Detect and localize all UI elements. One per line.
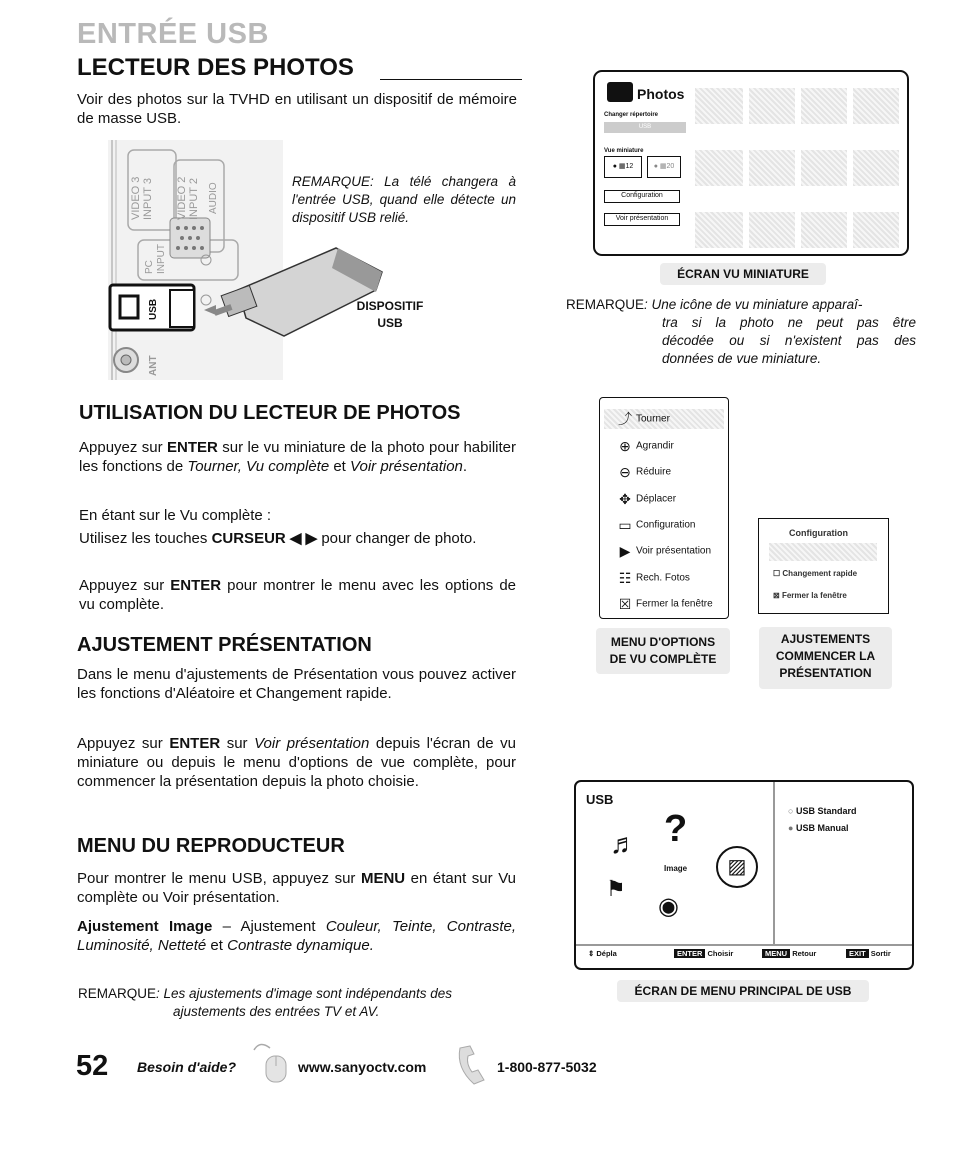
menu-item-slideshow[interactable]: ▶ Voir présentation (614, 542, 711, 560)
rotate-icon: ⤴ (618, 411, 632, 427)
label-input2: INPUT 2 (188, 178, 200, 220)
page-title: LECTEUR DES PHOTOS (77, 54, 354, 81)
usb-dir-field[interactable]: USB (604, 122, 686, 133)
thumbnail[interactable] (853, 212, 899, 248)
thumbnail-screen-caption: ÉCRAN VU MINIATURE (660, 263, 826, 285)
thumbnail-grid (695, 88, 905, 248)
usb-main-menu-caption: ÉCRAN DE MENU PRINCIPAL DE USB (617, 980, 869, 1002)
nav-back-hint: MENU Retour (762, 949, 816, 958)
move-icon: ✥ (619, 491, 631, 507)
settings-icon: ▭ (618, 517, 632, 533)
config-item-close[interactable]: ⊠ Fermer la fenêtre (773, 591, 847, 600)
phone-number: 1-800-877-5032 (497, 1059, 597, 1075)
label-input3: INPUT 3 (142, 178, 154, 220)
usb-device-label (345, 298, 435, 332)
config-highlight (769, 543, 877, 561)
photos-title: Photos (637, 86, 685, 102)
thumbnail[interactable] (801, 150, 847, 186)
full-view-options-menu (599, 397, 729, 619)
change-dir-label: Changer répertoire (604, 112, 659, 118)
label-audio: AUDIO (208, 182, 219, 214)
grid-icon: ☷ (618, 570, 632, 586)
disc-icon[interactable]: ◉ (658, 893, 679, 920)
menu-item-zoom-out[interactable]: ⊖ Réduire (614, 463, 671, 481)
thumb-note-line2: tra si la photo ne peut pas être (662, 315, 916, 330)
page-number: 52 (76, 1050, 109, 1082)
thumbnail[interactable] (749, 212, 795, 248)
mouse-icon (250, 1040, 294, 1084)
view-20-option[interactable]: ● ▦20 (647, 156, 681, 178)
menu-item-search-photos[interactable]: ☷ Rech. Fotos (614, 569, 690, 587)
menu-item-close-window[interactable]: ☒ Fermer la fenêtre (614, 595, 713, 613)
thumbnail[interactable] (801, 88, 847, 124)
view-12-option[interactable]: ● ▦12 (604, 156, 642, 178)
music-icon[interactable]: ♬ (610, 828, 638, 859)
help-text: Besoin d'aide? (137, 1059, 237, 1075)
label-video2: VIDEO 2 (176, 176, 188, 220)
menu-item-zoom-in[interactable]: ⊕ Agrandir (614, 437, 674, 455)
thumb-note-label: REMARQUE (566, 297, 645, 312)
presentation-p1: Dans le menu d'ajustements de Présentation vous pouvez activer les fonctions d'Aléatoire et Changement rapide. (77, 666, 516, 702)
usb-main-menu-screen (574, 780, 914, 970)
play-icon: ▶ (619, 543, 631, 559)
usb-device-label-line2: USB (377, 316, 403, 330)
thumbnail[interactable] (853, 88, 899, 124)
thumbnail[interactable] (853, 150, 899, 186)
usb-detect-note: REMARQUE: La télé changera à l'entrée USB, quand elle détecte un dispositif USB relié. (292, 174, 516, 225)
thumbnail[interactable] (695, 150, 743, 186)
view-12-number: 12 (625, 163, 634, 170)
title-rule (380, 79, 522, 80)
photo-reader-p1: Appuyez sur ENTER sur le vu miniature de la photo pour habiliter les fonctions de Tourner, Vu complète et Voir présentation. (79, 439, 516, 475)
thumbnail-icon-note (566, 296, 916, 368)
zoom-in-icon: ⊕ (619, 438, 631, 454)
thumbnail[interactable] (749, 88, 795, 124)
usb-manual-option[interactable]: ● USB Manual (788, 823, 849, 833)
menu-item-configuration[interactable]: ▭ Configuration (614, 516, 695, 534)
nav-move-hint: ⇕ Dépla (588, 949, 617, 958)
view-20-number: 20 (666, 163, 675, 170)
usb-footer-divider (576, 944, 912, 946)
config-box-caption: AJUSTEMENTS COMMENCER LA PRÉSENTATION (759, 627, 892, 689)
nav-choose-hint: ENTER Choisir (674, 949, 733, 958)
usb-screen-title: USB (586, 792, 614, 807)
player-menu-note: REMARQUE: Les ajustements d'image sont indépendants des ajustements des entrées TV et AV. (78, 986, 453, 1019)
website-link[interactable]: www.sanyoctv.com (298, 1059, 427, 1075)
thumbnail[interactable] (749, 150, 795, 186)
menu-item-rotate[interactable]: ⤴ Tourner (614, 410, 670, 428)
close-icon: ☒ (618, 596, 632, 612)
player-menu-p1: Pour montrer le menu USB, appuyez sur MENU en étant sur Vu complète ou Voir présentation. (77, 870, 516, 906)
section-title-photo-reader: UTILISATION DU LECTEUR DE PHOTOS (79, 402, 461, 424)
thumb-note-line4: données de vue miniature. (662, 351, 822, 366)
label-pc-input: INPUT (156, 244, 167, 274)
player-menu-p2: Ajustement Image – Ajustement Couleur, Teinte, Contraste, Luminosité, Netteté et Contraste dynamique. (77, 918, 516, 954)
slideshow-button[interactable]: Voir présentation (604, 213, 680, 226)
thumbnail[interactable] (695, 88, 743, 124)
section-title-player-menu: MENU DU REPRODUCTEUR (77, 835, 345, 857)
photo-reader-p3: Utilisez les touches CURSEUR ◀ ▶ pour changer de photo. (79, 530, 477, 547)
unknown-icon[interactable]: ? (664, 808, 688, 850)
nav-exit-hint: EXIT Sortir (846, 949, 891, 958)
photo-reader-p4: Appuyez sur ENTER pour montrer le menu avec les options de vu complète. (79, 577, 517, 613)
thumbnail-screen (593, 70, 909, 256)
usb-image-label: Image (664, 864, 688, 873)
menu-item-move[interactable]: ✥ Déplacer (614, 490, 676, 508)
thumb-note-line1: : Une icône de vu miniature apparaî- (644, 297, 863, 312)
usb-device-label-line1: DISPOSITIF (356, 299, 424, 313)
thumbnail[interactable] (801, 212, 847, 248)
usb-divider (773, 782, 775, 944)
thumb-view-label: Vue miniature (604, 148, 644, 154)
zoom-out-icon: ⊖ (619, 464, 631, 480)
section-title-presentation: AJUSTEMENT PRÉSENTATION (77, 634, 372, 656)
label-pc: PC (144, 260, 155, 274)
video-icon[interactable]: ⚑ (606, 876, 626, 901)
phone-icon (454, 1044, 494, 1088)
category-heading: ENTRÉE USB (77, 18, 269, 50)
label-video3: VIDEO 3 (130, 176, 142, 220)
image-icon[interactable]: ▨ (716, 846, 758, 888)
config-item-quick-change[interactable]: ☐ Changement rapide (773, 569, 858, 578)
usb-standard-option[interactable]: ○ USB Standard (788, 806, 857, 816)
slideshow-config-box (758, 518, 889, 614)
intro-text: Voir des photos sur la TVHD en utilisant un dispositif de mémoire de masse USB. (77, 91, 517, 127)
label-ant: ANT (148, 355, 159, 376)
thumbnail[interactable] (695, 212, 743, 248)
presentation-p2: Appuyez sur ENTER sur Voir présentation depuis l'écran de vu miniature ou depuis le menu d'options de vue complète, pour commencer la présentation depuis la photo choisie. (77, 735, 516, 790)
label-usb-port: USB (148, 298, 159, 320)
configuration-button[interactable]: Configuration (604, 190, 680, 203)
photo-reader-p2: En étant sur le Vu complète : (79, 507, 272, 524)
camera-icon (607, 82, 633, 102)
config-title: Configuration (789, 528, 848, 538)
thumb-note-line3: décodée ou si n'existent pas des (662, 333, 916, 348)
options-menu-caption: MENU D'OPTIONS DE VU COMPLÈTE (596, 628, 730, 674)
